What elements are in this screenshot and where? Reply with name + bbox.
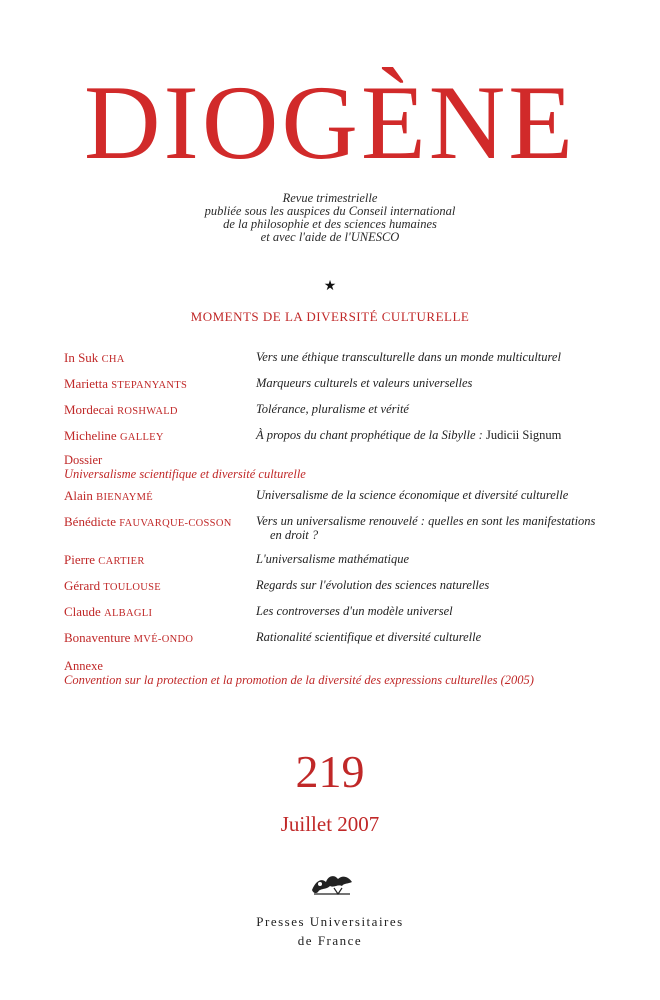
toc-entry	[64, 552, 624, 578]
article-title: L'universalisme mathématique	[256, 552, 410, 566]
article-title: Marqueurs culturels et valeurs universelles	[256, 376, 473, 390]
toc-entry	[64, 428, 624, 454]
article-title: Tolérance, pluralisme et vérité	[256, 402, 409, 416]
subtitle-line: et avec l'aide de l'UNESCO	[260, 230, 400, 244]
annex-heading	[64, 660, 624, 694]
subtitle-line: Revue trimestrielle	[282, 191, 378, 205]
issue-theme: MOMENTS DE LA DIVERSITÉ CULTURELLE	[190, 309, 470, 324]
journal-subtitle	[0, 192, 660, 244]
toc-entry	[64, 376, 624, 402]
dossier-label: Dossier	[64, 453, 103, 467]
article-title: Vers un universalisme renouvelé : quelles en sont les manifestations en droit ?	[256, 514, 596, 542]
table-of-contents	[64, 350, 624, 694]
article-title: Regards sur l'évolution des sciences naturelles	[256, 578, 490, 592]
author-name: Micheline GALLEY	[64, 428, 164, 443]
toc-entry	[64, 604, 624, 630]
publisher-name	[0, 912, 660, 950]
author-name: Pierre CARTIER	[64, 552, 145, 567]
subtitle-line: publiée sous les auspices du Conseil international	[204, 204, 456, 218]
dossier-heading	[64, 454, 624, 488]
article-title: À propos du chant prophétique de la Sibylle : Judicii Signum	[256, 428, 562, 442]
toc-entry	[64, 578, 624, 604]
dossier-title: Universalisme scientifique et diversité culturelle	[64, 467, 306, 481]
publisher-line: Presses Universitaires	[256, 914, 404, 929]
author-name: Alain BIENAYMÉ	[64, 488, 153, 503]
author-name: In Suk CHA	[64, 350, 125, 365]
toc-entry	[64, 514, 624, 552]
publisher-emblem-icon	[308, 870, 356, 898]
journal-title: DIOGÈNE	[84, 64, 576, 181]
annex-title: Convention sur la protection et la promotion de la diversité des expressions culturelles (2005)	[64, 673, 534, 687]
article-title: Les controverses d'un modèle universel	[256, 604, 453, 618]
annex-label: Annexe	[64, 659, 103, 673]
toc-entry	[64, 402, 624, 428]
author-name: Gérard TOULOUSE	[64, 578, 161, 593]
publisher-line: de France	[297, 933, 363, 948]
article-title: Universalisme de la science économique et diversité culturelle	[256, 488, 569, 502]
star-icon: ★	[323, 279, 337, 294]
toc-entry	[64, 350, 624, 376]
author-name: Bonaventure MVÉ-ONDO	[64, 630, 194, 645]
article-title: Vers une éthique transculturelle dans un monde multiculturel	[256, 350, 561, 364]
toc-entry	[64, 630, 624, 656]
toc-entry	[64, 488, 624, 514]
author-name: Marietta STEPANYANTS	[64, 376, 188, 391]
issue-date: Juillet 2007	[280, 812, 380, 836]
subtitle-line: de la philosophie et des sciences humaines	[223, 217, 437, 231]
author-name: Claude ALBAGLI	[64, 604, 153, 619]
issue-number: 219	[295, 746, 365, 797]
author-name: Mordecai ROSHWALD	[64, 402, 178, 417]
author-name: Bénédicte FAUVARQUE-COSSON	[64, 514, 232, 529]
article-title: Rationalité scientifique et diversité culturelle	[256, 630, 482, 644]
